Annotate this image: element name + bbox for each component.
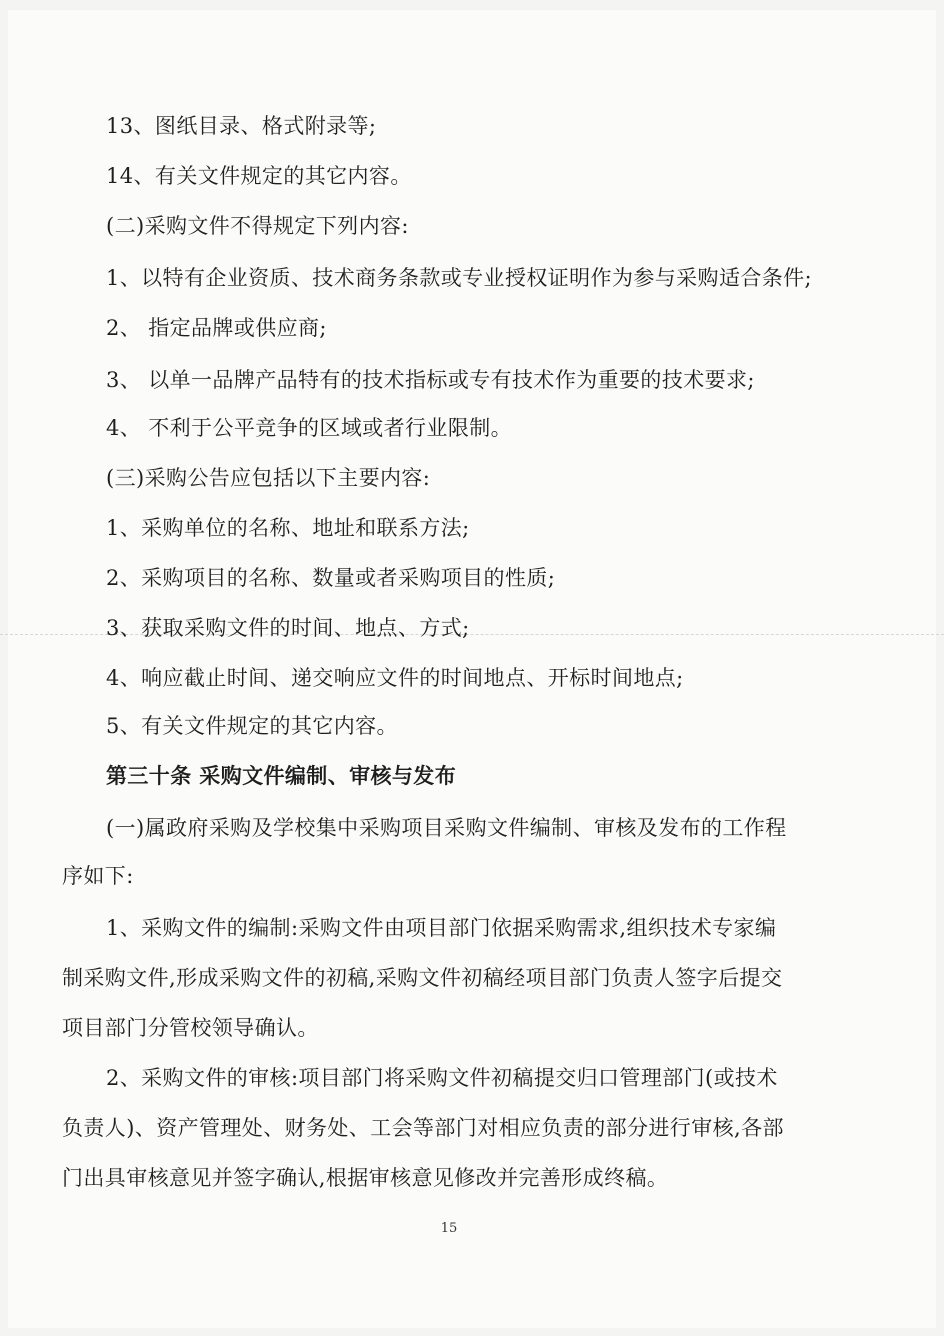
paragraph-line-compilation-2: 制采购文件,形成采购文件的初稿,采购文件初稿经项目部门负责人签字后提交	[62, 966, 783, 990]
paragraph-line-review-2: 负责人)、资产管理处、财务处、工会等部门对相应负责的部分进行审核,各部	[62, 1116, 784, 1140]
page-number: 15	[440, 1221, 458, 1236]
text-line-announcement-5: 5、有关文件规定的其它内容。	[106, 714, 398, 738]
text-line-announcement-3: 3、获取采购文件的时间、地点、方式;	[106, 616, 470, 640]
paragraph-line-review-3: 门出具审核意见并签字确认,根据审核意见修改并完善形成终稿。	[62, 1166, 669, 1190]
text-line-prohibited-3: 3、 以单一品牌产品特有的技术指标或专有技术作为重要的技术要求;	[106, 368, 755, 392]
section-heading-prohibited-content: (二)采购文件不得规定下列内容:	[106, 214, 409, 238]
text-line-prohibited-4: 4、 不利于公平竞争的区域或者行业限制。	[106, 416, 513, 440]
text-line-announcement-4: 4、响应截止时间、递交响应文件的时间地点、开标时间地点;	[106, 666, 684, 690]
article-heading-30: 第三十条 采购文件编制、审核与发布	[106, 763, 457, 788]
text-line-announcement-1: 1、采购单位的名称、地址和联系方法;	[106, 516, 470, 540]
paragraph-line-compilation-3: 项目部门分管校领导确认。	[62, 1016, 319, 1040]
text-line-prohibited-1: 1、以特有企业资质、技术商务条款或专业授权证明作为参与采购适合条件;	[106, 266, 813, 290]
text-line-prohibited-2: 2、 指定品牌或供应商;	[106, 316, 327, 340]
text-line-item-14: 14、有关文件规定的其它内容。	[106, 164, 412, 188]
paragraph-line-review-1: 2、采购文件的审核:项目部门将采购文件初稿提交归口管理部门(或技术	[106, 1066, 778, 1090]
paragraph-line-procedure-2: 序如下:	[62, 864, 134, 888]
section-heading-announcement-content: (三)采购公告应包括以下主要内容:	[106, 466, 431, 490]
paragraph-line-procedure-1: (一)属政府采购及学校集中采购项目采购文件编制、审核及发布的工作程	[106, 816, 787, 840]
text-line-item-13: 13、图纸目录、格式附录等;	[106, 114, 377, 138]
paragraph-line-compilation-1: 1、采购文件的编制:采购文件由项目部门依据采购需求,组织技术专家编	[106, 916, 777, 940]
text-line-announcement-2: 2、采购项目的名称、数量或者采购项目的性质;	[106, 566, 556, 590]
